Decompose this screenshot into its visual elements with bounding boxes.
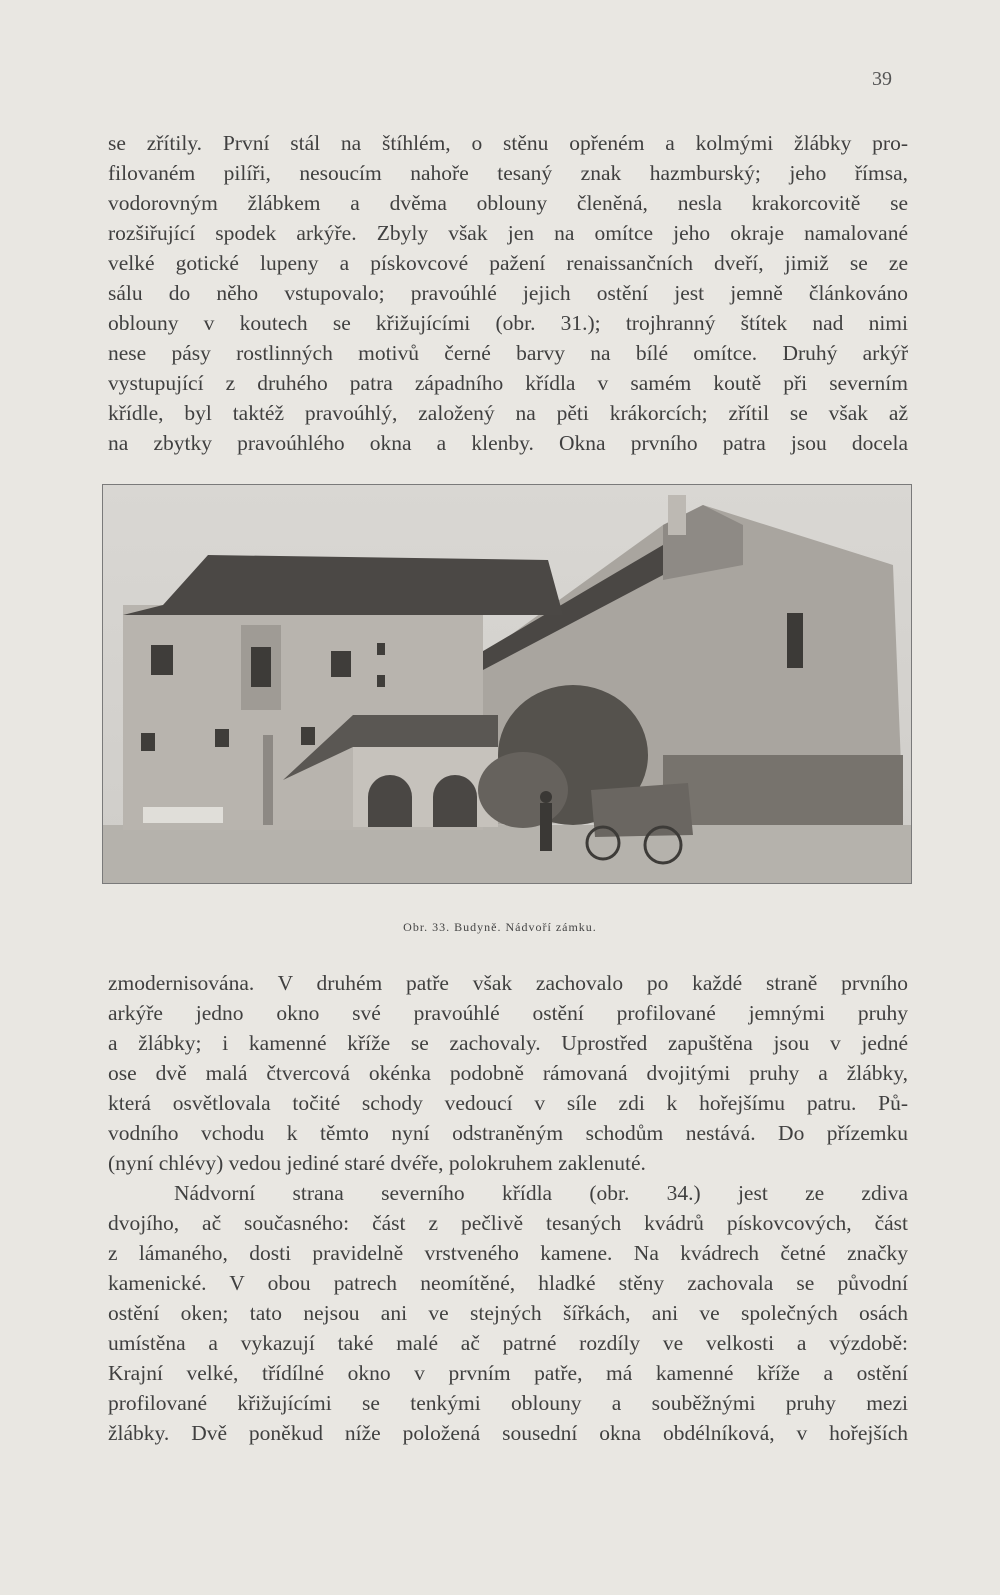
text-line: z lámaného, dosti pravidelně vrstveného kamene. Na kvádrech četné značky bbox=[108, 1241, 908, 1265]
text-line: sálu do něho vstupovalo; pravoúhlé jejich ostění jest jemně článkováno bbox=[108, 281, 908, 305]
text-line: vodorovným žlábkem a dvěma oblouny členěná, nesla krakorcovitě se bbox=[108, 191, 908, 215]
text-line: kamenické. V obou patrech neomítěné, hladké stěny zachovala se původní bbox=[108, 1271, 908, 1295]
text-line: nese pásy rostlinných motivů černé barvy na bílé omítce. Druhý arkýř bbox=[108, 341, 908, 365]
text-line: ose dvě malá čtvercová okénka podobně rámovaná dvojitými pruhy a žlábky, bbox=[108, 1061, 908, 1085]
text-line: umístěna a vykazují také malé ač patrné rozdíly ve velkosti a výzdobě: bbox=[108, 1331, 908, 1355]
text-line: na zbytky pravoúhlého okna a klenby. Okna prvního patra jsou docela bbox=[108, 431, 908, 455]
top-paragraph bbox=[108, 128, 908, 458]
figure-caption: Obr. 33. Budyně. Nádvoří zámku. bbox=[403, 920, 597, 934]
text-line: se zřítily. První stál na štíhlém, o stěnu opřeném a kolmými žlábky pro- bbox=[108, 131, 908, 155]
text-line: křídle, byl taktéž pravoúhlý, založený na pěti krákorcích; zřítil se však až bbox=[108, 401, 908, 425]
text-line: profilované křižujícími se tenkými oblouny a souběžnými pruhy mezi bbox=[108, 1391, 908, 1415]
text-line: (nyní chlévy) vedou jediné staré dvéře, polokruhem zaklenuté. bbox=[108, 1151, 646, 1175]
text-line: žlábky. Dvě poněkud níže položená sousední okna obdélníková, v hořejších bbox=[108, 1421, 908, 1445]
bottom-paragraph bbox=[108, 968, 908, 1448]
text-line: a žlábky; i kamenné kříže se zachovaly. Uprostřed zapuštěna jsou v jedné bbox=[108, 1031, 908, 1055]
text-line: oblouny v koutech se křižujícími (obr. 31.); trojhranný štítek nad nimi bbox=[108, 311, 908, 335]
photo-illustration bbox=[103, 485, 911, 883]
text-line: která osvětlovala točité schody vedoucí v síle zdi k hořejšímu patru. Pů- bbox=[108, 1091, 908, 1115]
text-line: zmodernisována. V druhém patře však zachovalo po každé straně prvního bbox=[108, 971, 908, 995]
text-line: vodního vchodu k těmto nyní odstraněným schodům nestává. Do přízemku bbox=[108, 1121, 908, 1145]
text-line: velké gotické lupeny a pískovcové pažení renaissančních dveří, jimiž se ze bbox=[108, 251, 908, 275]
text-line: Krajní velké, třídílné okno v prvním patře, má kamenné kříže a ostění bbox=[108, 1361, 908, 1385]
text-line: filovaném pilíři, nesoucím nahoře tesaný znak hazmburský; jeho římsa, bbox=[108, 161, 908, 185]
text-line: vystupující z druhého patra západního křídla v samém koutě při severním bbox=[108, 371, 908, 395]
text-line: rozšiřující spodek arkýře. Zbyly však jen na omítce jeho okraje namalované bbox=[108, 221, 908, 245]
castle-courtyard-photograph bbox=[102, 484, 912, 884]
text-line: arkýře jedno okno své pravoúhlé ostění profilované jemnými pruhy bbox=[108, 1001, 908, 1025]
page-number: 39 bbox=[872, 68, 892, 90]
text-line: ostění oken; tato nejsou ani ve stejných šířkách, ani ve společných osách bbox=[108, 1301, 908, 1325]
text-line: dvojího, ač současného: část z pečlivě tesaných kvádrů pískovcových, část bbox=[108, 1211, 908, 1235]
text-line: Nádvorní strana severního křídla (obr. 34.) jest ze zdiva bbox=[174, 1181, 908, 1205]
